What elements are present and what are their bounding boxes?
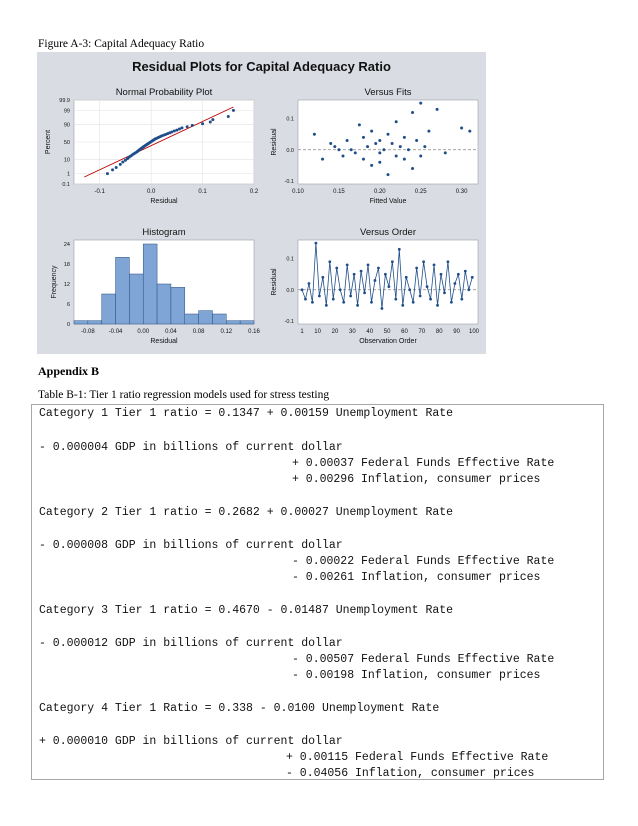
- order-point: [391, 260, 394, 263]
- fits-xtick-label: 0.10: [292, 189, 304, 195]
- code-line: - 0.000004 GDP in billions of current dollar: [39, 441, 343, 454]
- hist-xtick-label: -0.04: [108, 329, 123, 335]
- order-xtick-label: 70: [418, 329, 426, 335]
- hist-bar: [157, 284, 171, 324]
- order-point: [433, 263, 436, 266]
- fits-point: [395, 155, 398, 158]
- order-point: [308, 282, 311, 285]
- fits-point: [382, 148, 385, 151]
- order-xtick-label: 60: [401, 329, 408, 335]
- npp-xlabel: Residual: [150, 198, 178, 205]
- order-point: [360, 270, 363, 273]
- fits-point: [362, 158, 365, 161]
- fits-point: [395, 120, 398, 123]
- fits-point: [411, 111, 414, 114]
- order-ytick-label: 0.0: [286, 287, 294, 294]
- fits-point: [415, 139, 418, 142]
- fits-xtick-label: 0.15: [333, 189, 345, 195]
- hist-bar: [171, 287, 185, 324]
- figure-caption: Figure A-3: Capital Adequacy Ratio: [38, 38, 205, 50]
- npp-xtick-label: 0.0: [146, 189, 156, 195]
- fits-point: [378, 151, 381, 154]
- npp-ylabel: Percent: [45, 129, 52, 155]
- npp-point: [170, 130, 173, 133]
- npp-point: [201, 122, 204, 125]
- order-point: [381, 307, 384, 310]
- order-point: [398, 248, 401, 251]
- order-point: [394, 298, 397, 301]
- order-point: [321, 276, 324, 279]
- fits-point: [468, 130, 471, 133]
- npp-ytick-label: 99.9: [59, 98, 70, 104]
- code-line: - 0.00198 Inflation, consumer prices: [292, 669, 541, 682]
- code-line: - 0.000012 GDP in billions of current dollar: [39, 637, 343, 650]
- order-point: [353, 273, 356, 276]
- fits-point: [460, 127, 463, 130]
- fits-point: [358, 123, 361, 126]
- fits-point: [329, 142, 332, 145]
- order-point: [450, 301, 453, 304]
- order-point: [377, 267, 380, 270]
- fits-xtick-label: 0.20: [373, 189, 386, 195]
- fits-point: [387, 173, 390, 176]
- code-line: - 0.00507 Federal Funds Effective Rate: [292, 653, 555, 666]
- fits-title: Versus Fits: [364, 87, 412, 98]
- hist-xlabel: Residual: [150, 338, 178, 345]
- fits-point: [419, 102, 422, 105]
- hist-bar: [143, 244, 157, 324]
- order-point: [412, 301, 415, 304]
- hist-xtick-label: 0.12: [220, 329, 233, 335]
- order-xtick-label: 50: [383, 329, 391, 335]
- order-point: [419, 295, 422, 298]
- order-title: Versus Order: [360, 227, 416, 238]
- npp-ytick-label: 10: [63, 157, 70, 164]
- order-point: [332, 298, 335, 301]
- fits-point: [337, 148, 340, 151]
- fits-point: [399, 145, 402, 148]
- order-point: [426, 285, 429, 288]
- fits-point: [333, 145, 336, 148]
- npp-point: [115, 166, 118, 169]
- fits-point: [366, 145, 369, 148]
- npp-point: [209, 120, 212, 123]
- order-point: [367, 263, 370, 266]
- fits-point: [411, 167, 414, 170]
- order-point: [405, 276, 408, 279]
- fits-ytick-label: 0.1: [286, 116, 294, 123]
- order-point: [374, 279, 377, 282]
- hist-xtick-label: 0.16: [248, 329, 260, 335]
- order-point: [429, 298, 432, 301]
- order-point: [384, 273, 387, 276]
- fits-plot-area: [298, 100, 478, 184]
- fits-point: [423, 145, 426, 148]
- regression-models-box: [31, 404, 604, 780]
- code-line: - 0.04056 Inflation, consumer prices: [286, 767, 535, 780]
- fits-point: [378, 161, 381, 164]
- code-line: Category 2 Tier 1 ratio = 0.2682 + 0.00027 Unemployment Rate: [39, 506, 454, 519]
- order-point: [422, 260, 425, 263]
- order-point: [443, 291, 446, 294]
- order-xtick-label: 20: [331, 329, 339, 335]
- fits-point: [436, 108, 439, 111]
- fits-xtick-label: 0.30: [455, 189, 468, 195]
- order-point: [401, 304, 404, 307]
- order-ytick-label: -0.1: [284, 318, 294, 325]
- order-point: [304, 298, 307, 301]
- hist-xtick-label: 0.00: [137, 329, 150, 335]
- order-plot-area: [298, 240, 478, 324]
- npp-ytick-label: 50: [63, 140, 70, 146]
- fits-ytick-label: 0.0: [286, 147, 294, 154]
- npp-point: [178, 128, 181, 131]
- order-point: [447, 260, 450, 263]
- hist-xtick-label: -0.08: [81, 329, 95, 335]
- order-point: [460, 298, 463, 301]
- fits-point: [370, 130, 373, 133]
- order-point: [318, 295, 321, 298]
- code-line: Category 4 Tier 1 Ratio = 0.338 - 0.0100 Unemployment Rate: [39, 702, 440, 715]
- order-point: [314, 242, 317, 245]
- hist-bar: [74, 321, 88, 324]
- order-xtick-label: 30: [349, 329, 356, 335]
- fits-point: [387, 133, 390, 136]
- fits-point: [391, 142, 394, 145]
- fits-xtick-label: 0.25: [414, 189, 427, 195]
- hist-title: Histogram: [142, 227, 186, 238]
- fits-point: [378, 139, 381, 142]
- order-point: [440, 273, 443, 276]
- fits-point: [419, 155, 422, 158]
- code-line: - 0.000008 GDP in billions of current dollar: [39, 539, 343, 552]
- code-line: - 0.00022 Federal Funds Effective Rate: [292, 555, 555, 568]
- order-point: [339, 288, 342, 291]
- npp-xtick-label: 0.1: [198, 189, 207, 195]
- hist-ytick-label: 24: [63, 242, 70, 248]
- order-point: [311, 301, 314, 304]
- order-point: [349, 295, 352, 298]
- npp-point: [121, 161, 124, 164]
- hist-bar: [199, 311, 213, 324]
- order-point: [335, 267, 338, 270]
- order-point: [363, 291, 366, 294]
- npp-ytick-label: 0.1: [62, 182, 70, 188]
- fits-point: [427, 130, 430, 133]
- table-caption: Table B-1: Tier 1 ratio regression models used for stress testing: [38, 389, 330, 401]
- npp-ytick-label: 99: [63, 108, 70, 115]
- npp-title: Normal Probability Plot: [115, 87, 213, 98]
- fits-point: [346, 139, 349, 142]
- order-point: [436, 304, 439, 307]
- order-point: [301, 288, 304, 291]
- npp-xtick-label: 0.2: [249, 189, 259, 195]
- hist-ylabel: Frequency: [51, 265, 58, 299]
- code-line: + 0.00037 Federal Funds Effective Rate: [292, 457, 555, 470]
- code-line: + 0.00115 Federal Funds Effective Rate: [286, 751, 549, 764]
- hist-xtick-label: 0.04: [165, 329, 177, 335]
- hist-bar: [129, 274, 143, 324]
- fits-point: [321, 158, 324, 161]
- hist-bar: [116, 257, 130, 324]
- npp-point: [191, 124, 194, 127]
- order-xtick-label: 40: [366, 329, 374, 335]
- residual-plots-figure: [37, 52, 486, 354]
- order-xtick-label: 90: [453, 329, 460, 335]
- order-point: [346, 263, 349, 266]
- order-ytick-label: 0.1: [286, 256, 294, 263]
- code-line: Category 3 Tier 1 ratio = 0.4670 - 0.01487 Unemployment Rate: [39, 604, 454, 617]
- fits-point: [354, 151, 357, 154]
- hist-ytick-label: 0: [66, 322, 70, 328]
- order-point: [328, 260, 331, 263]
- npp-point: [175, 129, 178, 132]
- npp-point: [173, 130, 176, 133]
- fits-ylabel: Residual: [271, 128, 278, 156]
- order-point: [342, 301, 345, 304]
- order-xtick-label: 80: [435, 329, 443, 335]
- order-xlabel: Observation Order: [359, 338, 417, 345]
- npp-point: [186, 125, 189, 128]
- order-xtick-label: 1: [300, 329, 304, 335]
- order-point: [415, 267, 418, 270]
- fits-point: [403, 136, 406, 139]
- fits-point: [370, 164, 373, 167]
- code-line: + 0.00296 Inflation, consumer prices: [292, 473, 541, 486]
- code-line: Category 1 Tier 1 ratio = 0.1347 + 0.00159 Unemployment Rate: [39, 407, 454, 420]
- appendix-heading: Appendix B: [38, 364, 100, 378]
- hist-bar: [212, 314, 226, 324]
- hist-bar: [102, 294, 116, 324]
- code-line: + 0.000010 GDP in billions of current dollar: [39, 735, 343, 748]
- hist-bar: [226, 321, 240, 324]
- npp-point: [227, 115, 230, 118]
- residual-plots-svg: [37, 52, 486, 354]
- order-ylabel: Residual: [271, 268, 278, 296]
- hist-bar: [240, 321, 254, 324]
- order-point: [408, 288, 411, 291]
- hist-ytick-label: 12: [63, 282, 70, 288]
- npp-point: [119, 163, 122, 166]
- npp-point: [232, 109, 235, 112]
- npp-ytick-label: 1: [66, 171, 70, 178]
- order-point: [471, 276, 474, 279]
- order-point: [387, 285, 390, 288]
- npp-point: [181, 126, 184, 129]
- order-point: [453, 282, 456, 285]
- fits-point: [350, 148, 353, 151]
- fits-point: [342, 155, 345, 158]
- fits-point: [313, 133, 316, 136]
- order-point: [356, 304, 359, 307]
- npp-point: [111, 168, 114, 171]
- order-xtick-label: 10: [314, 329, 321, 335]
- order-point: [457, 273, 460, 276]
- order-point: [370, 301, 373, 304]
- fits-ytick-label: -0.1: [284, 178, 294, 185]
- main-chart-title: Residual Plots for Capital Adequacy Ratio: [132, 59, 391, 74]
- fits-point: [444, 151, 447, 154]
- npp-xtick-label: -0.1: [94, 189, 105, 195]
- hist-xtick-label: 0.08: [192, 329, 205, 335]
- order-point: [467, 288, 470, 291]
- order-point: [464, 270, 467, 273]
- hist-bar: [88, 321, 102, 324]
- fits-point: [407, 148, 410, 151]
- npp-point: [211, 118, 214, 121]
- code-line: - 0.00261 Inflation, consumer prices: [292, 571, 541, 584]
- fits-xlabel: Fitted Value: [369, 198, 407, 205]
- npp-point: [106, 172, 109, 175]
- fits-point: [403, 158, 406, 161]
- npp-ytick-label: 90: [63, 122, 70, 129]
- fits-point: [374, 142, 377, 145]
- order-point: [325, 304, 328, 307]
- hist-bar: [185, 314, 199, 324]
- hist-ytick-label: 6: [66, 302, 70, 308]
- order-xtick-label: 100: [468, 329, 480, 335]
- fits-point: [362, 136, 365, 139]
- hist-ytick-label: 18: [63, 262, 70, 268]
